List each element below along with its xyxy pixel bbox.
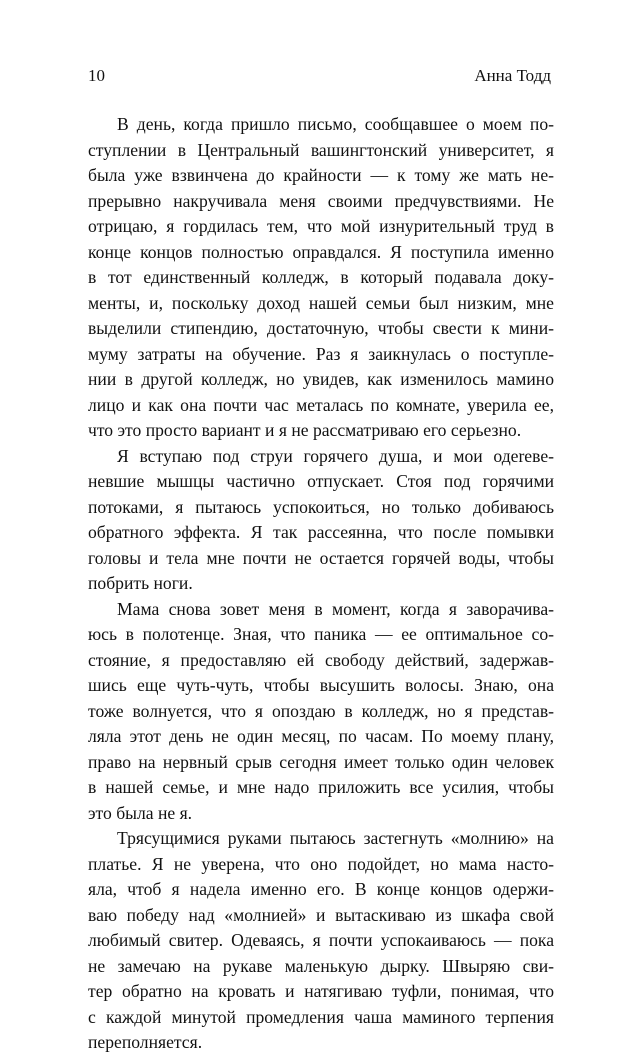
text-line: конце концов полностью оправдался. Я поступила именно [88,241,554,262]
text-line: муму затраты на обучение. Раз я заикнулась о поступле- [88,343,554,364]
text-line: отрицаю, я гордилась тем, что мой изнурительный труд в [88,216,554,236]
text-line: тер обратно на кровать и натягиваю туфли, понимая, что [88,981,554,1001]
text-line: лицо и как она почти час металась по комнате, уверила ее, [88,394,554,415]
page-number: 10 [88,66,105,85]
paragraph-4 [88,826,554,1056]
text-line: ступлении в Центральный вашингтонский университет, я [88,139,554,160]
text-line: право на нервный срыв сегодня имеет только один человек [88,751,554,772]
text-line: ваю победу над «молнией» и вытаскиваю из шкафа свой [88,904,554,925]
text-line: яла, чтоб я надела именно его. В конце концов одержи- [88,879,554,899]
text-line: ляла этот день не один месяц, по часам. По моему плану, [88,726,554,746]
text-line: выделили стипендию, достаточную, чтобы свести к мини- [88,318,554,338]
text-line: в тот единственный колледж, в который подавала доку- [88,267,554,287]
text-line: головы и тела мне почти не остается горячей воды, чтобы [88,547,554,568]
text-line: Трясущимися руками пытаюсь застегнуть «молнию» на [117,828,554,848]
text-line: с каждой минутой промедления чаша маминого терпения [88,1006,554,1027]
text-line: В день, когда пришло письмо, сообщавшее о моем по- [117,114,554,134]
paragraph-3 [88,597,554,827]
text-line: невшие мышцы частично отпускает. Стоя под горячими [88,471,554,491]
text-line: переполняется. [88,1032,203,1052]
text-line: стояние, я предоставляю ей свободу действий, задержав- [88,649,554,670]
text-line: прерывно накручивала меня своими предчувствиями. Не [88,190,554,211]
text-line: потоками, я пытаюсь успокоиться, но только добиваюсь [88,496,554,517]
text-line: менты, и, поскольку доход нашей семьи был низким, мне [88,292,554,313]
text-line: это была не я. [88,802,193,823]
text-line: в нашей семье, и мне надо приложить все усилия, чтобы [88,777,554,797]
text-line: платье. Я не уверена, что оно подойдет, но мама насто- [88,853,554,874]
text-line: юсь в полотенце. Зная, что паника — ее оптимальное со- [88,624,554,644]
text-line: побрить ноги. [88,573,193,593]
page-header [88,66,551,90]
text-line: Мама снова зовет меня в момент, когда я заворачива- [117,598,554,619]
text-line: любимый свитер. Одеваясь, я почти успокаиваюсь — пока [88,930,554,950]
text-line: шись еще чуть-чуть, чтобы высушить волосы. Знаю, она [88,675,554,695]
body-text [88,112,554,1056]
text-line: тоже волнуется, что я опоздаю в колледж, но я представ- [88,700,554,721]
text-line: не замечаю на рукаве маленькую дырку. Швыряю сви- [88,955,554,976]
paragraph-1 [88,112,554,444]
text-line: была уже взвинчена до крайности — к тому же мать не- [88,165,554,185]
paragraph-2 [88,444,554,597]
text-line: обратного эффекта. Я так рассеянна, что после помывки [88,522,554,542]
text-line: что это просто вариант и я не рассматриваю его серьезно. [88,420,522,440]
running-title: Анна Тодд [474,66,551,85]
text-line: Я вступаю под струи горячего душа, и мои одereве- [117,445,554,466]
text-line: нии в другой колледж, но увидев, как изменилось мамино [88,369,554,389]
